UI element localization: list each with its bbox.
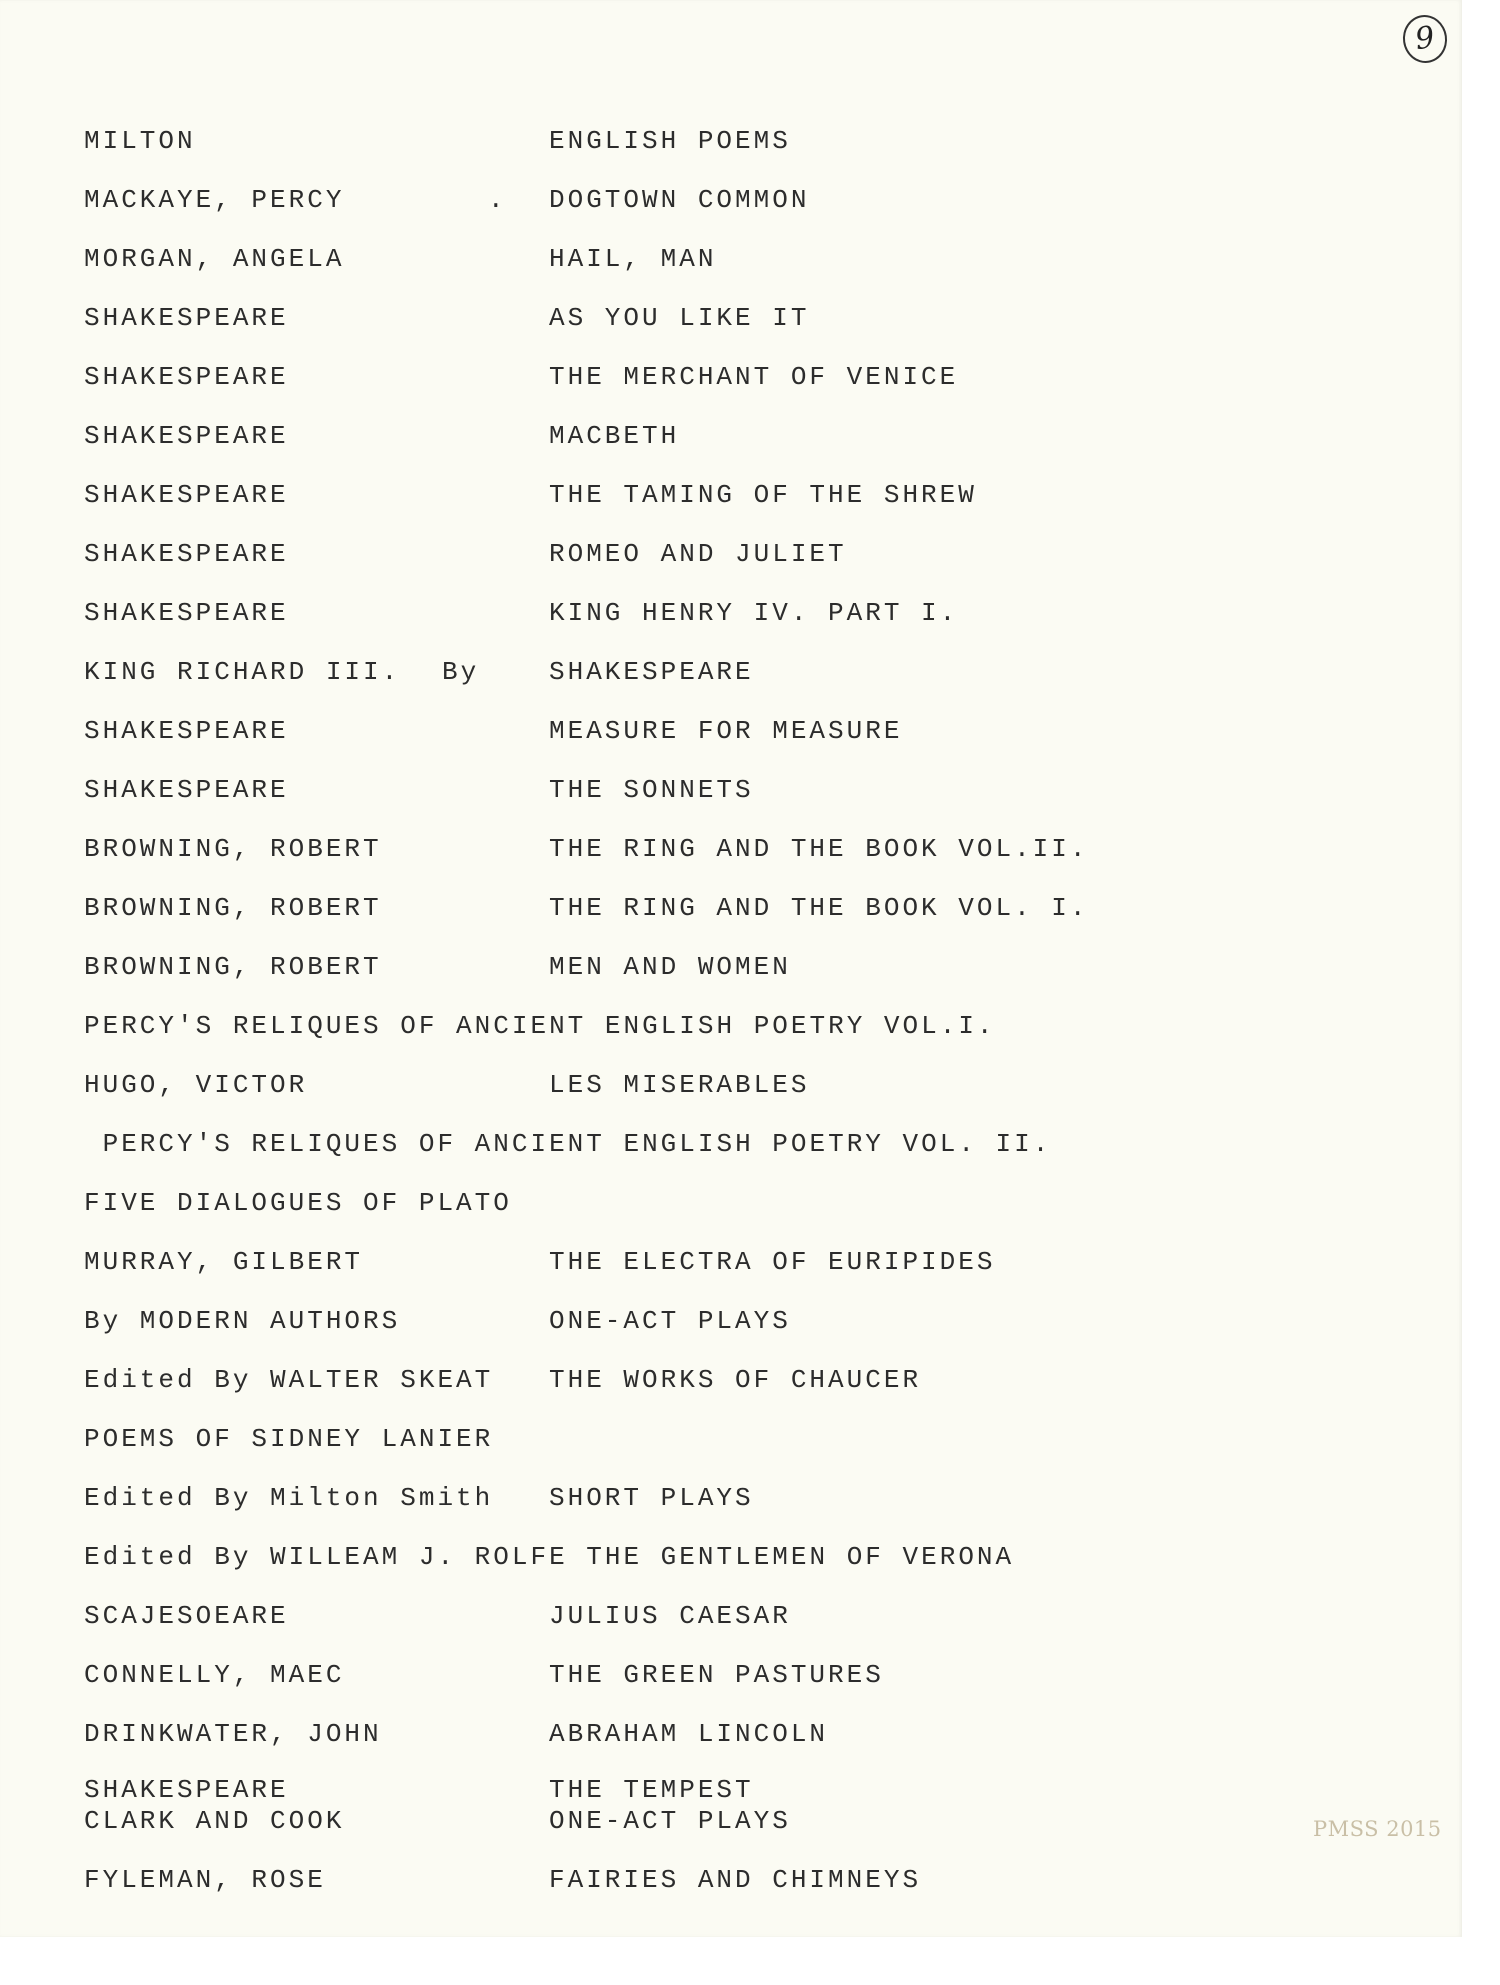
author: SHAKESPEARE [84,775,289,805]
list-item [0,362,1400,402]
author: SHAKESPEARE [84,480,289,510]
author: CLARK AND COOK [84,1806,345,1836]
author: KING RICHARD III. [84,657,401,687]
stray-mark: . [488,185,507,215]
list-item [0,480,1400,520]
author: SHAKESPEARE [84,362,289,392]
title: THE TAMING OF THE SHREW [549,480,977,510]
list-item [0,303,1400,343]
full-line: FIVE DIALOGUES OF PLATO [84,1188,512,1218]
list-item [0,185,1400,225]
list-item [0,952,1400,992]
list-item [0,598,1400,638]
list-item [0,657,1400,697]
archive-watermark: PMSS 2015 [1313,1817,1442,1841]
title: JULIUS CAESAR [549,1601,791,1631]
title: ONE-ACT PLAYS [549,1806,791,1836]
author: HUGO, VICTOR [84,1070,308,1100]
list-item [0,1365,1400,1405]
list-item [0,775,1400,815]
title: AS YOU LIKE IT [549,303,810,333]
title: ONE-ACT PLAYS [549,1306,791,1336]
title: MACBETH [549,421,680,451]
list-item [0,1483,1400,1523]
title: THE TEMPEST [549,1775,754,1805]
title: SHORT PLAYS [549,1483,754,1513]
list-item [0,1719,1400,1759]
title: THE WORKS OF CHAUCER [549,1365,922,1395]
title: ROMEO AND JULIET [549,539,847,569]
list-item [0,1424,1400,1464]
title: THE RING AND THE BOOK VOL. I. [549,893,1089,923]
author: MACKAYE, PERCY [84,185,345,215]
author: BROWNING, ROBERT [84,893,382,923]
author: FYLEMAN, ROSE [84,1865,326,1895]
title: THE ELECTRA OF EURIPIDES [549,1247,996,1277]
author: DRINKWATER, JOHN [84,1719,382,1749]
list-item [0,1542,1400,1582]
author: SHAKESPEARE [84,421,289,451]
full-line: POEMS OF SIDNEY LANIER [84,1424,494,1454]
full-line: PERCY'S RELIQUES OF ANCIENT ENGLISH POETRY VOL. II. [84,1129,1052,1159]
by-label: By [442,657,480,687]
author: SHAKESPEARE [84,539,289,569]
title: THE MERCHANT OF VENICE [549,362,959,392]
list-item [0,1306,1400,1346]
list-item [0,1247,1400,1287]
title: SHAKESPEARE [549,657,754,687]
author: SHAKESPEARE [84,1775,289,1805]
title: HAIL, MAN [549,244,717,274]
list-item [0,1011,1400,1051]
list-item [0,716,1400,756]
page-number: 9 [1400,12,1450,66]
title: THE RING AND THE BOOK VOL.II. [549,834,1089,864]
author: MORGAN, ANGELA [84,244,345,274]
list-item [0,1070,1400,1110]
title: THE GREEN PASTURES [549,1660,884,1690]
title: LES MISERABLES [549,1070,810,1100]
list-item [0,1129,1400,1169]
title: FAIRIES AND CHIMNEYS [549,1865,922,1895]
title: MEN AND WOMEN [549,952,791,982]
list-item [0,421,1400,461]
author: Edited By WALTER SKEAT [84,1365,494,1395]
author: Edited By Milton Smith [84,1483,494,1513]
title: THE SONNETS [549,775,754,805]
author: SHAKESPEARE [84,716,289,746]
author: SHAKESPEARE [84,598,289,628]
author: MILTON [84,126,196,156]
list-item [0,539,1400,579]
list-item [0,1806,1400,1846]
list-item [0,1188,1400,1228]
title: KING HENRY IV. PART I. [549,598,959,628]
author: CONNELLY, MAEC [84,1660,345,1690]
author: SHAKESPEARE [84,303,289,333]
title: DOGTOWN COMMON [549,185,810,215]
author: BROWNING, ROBERT [84,834,382,864]
author: BROWNING, ROBERT [84,952,382,982]
title: ABRAHAM LINCOLN [549,1719,829,1749]
list-item [0,893,1400,933]
full-line: PERCY'S RELIQUES OF ANCIENT ENGLISH POETRY VOL.I. [84,1011,996,1041]
author: SCAJESOEARE [84,1601,289,1631]
list-item [0,1601,1400,1641]
title: MEASURE FOR MEASURE [549,716,903,746]
list-item [0,126,1400,166]
title: ENGLISH POEMS [549,126,791,156]
list-item [0,244,1400,284]
list-item [0,1660,1400,1700]
list-item [0,1865,1400,1905]
full-line: Edited By WILLEAM J. ROLFE THE GENTLEMEN OF VERONA [84,1542,1015,1572]
list-item [0,834,1400,874]
author: MURRAY, GILBERT [84,1247,364,1277]
author: By MODERN AUTHORS [84,1306,401,1336]
